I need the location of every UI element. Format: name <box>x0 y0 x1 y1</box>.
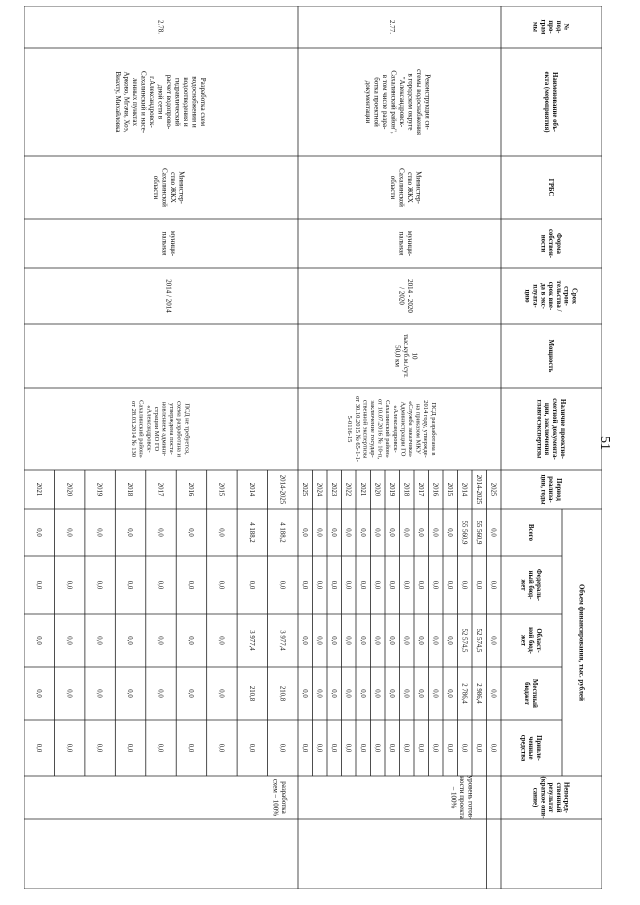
item-278-row-local: 0,0 <box>156 689 164 698</box>
item-277-row-extra: 0,0 <box>416 743 424 753</box>
item-277-row-period: 2019 <box>387 482 395 497</box>
prev-row-local: 0,0 <box>489 689 497 698</box>
item-277-row-period: 2022 <box>344 482 352 497</box>
item-277-row-total: 0,0 <box>373 528 381 537</box>
header-total: Всего <box>527 524 535 541</box>
item-277-row-total: 0,0 <box>300 528 308 537</box>
item-277-row-total: 0,0 <box>402 528 410 537</box>
item-277-capacity: 10тыс.куб.м./сут.50,0 км <box>393 334 419 378</box>
item-277-row-total: 55 560,9 <box>474 520 482 545</box>
item-277-row-period: 2024 <box>315 482 323 497</box>
item-278-term: 2014 / 2014 <box>164 279 173 313</box>
item-278-row-period: 2014-2025 <box>278 474 286 505</box>
item-277-row-extra: 0,0 <box>329 743 337 753</box>
item-278-row-extra: 0,0 <box>126 743 134 753</box>
item-277-result: уровень готов-ности проекта– 100% <box>449 775 475 820</box>
item-277-row-regional: 52 574,5 <box>460 628 468 653</box>
item-278-row-federal: 0,0 <box>217 580 225 590</box>
header-regional: Област-ной бюд-жет <box>519 627 542 654</box>
item-278-row-federal: 0,0 <box>187 580 195 590</box>
prev-row-regional: 0,0 <box>489 636 497 645</box>
item-277-row-extra: 0,0 <box>387 743 395 753</box>
item-278-row-federal: 0,0 <box>156 580 164 590</box>
item-277-row-total: 0,0 <box>387 528 395 537</box>
item-277-row-federal: 0,0 <box>344 580 352 590</box>
item-277-row-total: 0,0 <box>358 528 366 537</box>
item-278-ownership: муници-пальная <box>160 230 177 257</box>
item-277-row-period: 2016 <box>431 482 439 497</box>
item-277-row-local: 0,0 <box>402 689 410 698</box>
item-278-row-federal: 0,0 <box>95 580 103 590</box>
item-277-row-extra: 0,0 <box>300 743 308 753</box>
item-278-row-total: 0,0 <box>95 528 103 537</box>
item-278-row-local: 0,0 <box>187 689 195 698</box>
item-277-row-local: 0,0 <box>315 689 323 698</box>
item-277-row-regional: 0,0 <box>300 636 308 645</box>
item-277-row-period: 2018 <box>402 482 410 497</box>
item-277-row-local: 0,0 <box>416 689 424 698</box>
item-277-row-period: 2023 <box>329 482 337 497</box>
item-277-row-federal: 0,0 <box>431 580 439 590</box>
table-body <box>24 6 602 889</box>
item-277-row-regional: 0,0 <box>445 636 453 645</box>
item-278-row-local: 0,0 <box>217 689 225 698</box>
item-277-row-period: 2015 <box>445 482 453 497</box>
page-number: 51 <box>597 436 612 450</box>
item-277-row-regional: 0,0 <box>402 636 410 645</box>
program-table-rotated <box>24 6 602 889</box>
item-277-row-regional: 0,0 <box>373 636 381 645</box>
item-277-row-total: 0,0 <box>315 528 323 537</box>
item-277-row-regional: 0,0 <box>431 636 439 645</box>
item-277-row-period: 2025 <box>300 482 308 497</box>
header-funding-group: Объем финансирования, тыс. рублей <box>577 583 586 702</box>
item-278-row-local: 210,8 <box>278 685 286 702</box>
item-278-row-federal: 0,0 <box>247 580 255 590</box>
item-278-row-extra: 0,0 <box>247 743 255 753</box>
item-277-row-local: 0,0 <box>358 689 366 698</box>
item-277-row-federal: 0,0 <box>300 580 308 590</box>
item-277-row-total: 0,0 <box>329 528 337 537</box>
item-278-row-total: 0,0 <box>217 528 225 537</box>
item-277-row-local: 0,0 <box>445 689 453 698</box>
item-277-row-regional: 0,0 <box>358 636 366 645</box>
item-278-row-regional: 0,0 <box>34 636 42 645</box>
item-278-row-extra: 0,0 <box>217 743 225 753</box>
item-278-row-regional: 0,0 <box>217 636 225 645</box>
item-277-row-total: 55 560,9 <box>460 520 468 545</box>
item-277-row-federal: 0,0 <box>460 580 468 590</box>
item-278-row-total: 4 188,2 <box>247 522 255 543</box>
item-277-row-total: 0,0 <box>416 528 424 537</box>
header-ownership: Формасобствен-ности <box>539 228 562 259</box>
prev-row-federal: 0,0 <box>489 580 497 590</box>
item-277-row-federal: 0,0 <box>315 580 323 590</box>
item-278-row-regional: 3 977,4 <box>247 630 255 651</box>
item-278-row-extra: 0,0 <box>34 743 42 753</box>
item-277-row-extra: 0,0 <box>474 743 482 753</box>
header-num: №под-про-граммы <box>531 19 570 35</box>
item-278-row-total: 0,0 <box>34 528 42 537</box>
prev-row-total: 0,0 <box>489 528 497 537</box>
item-278-row-extra: 0,0 <box>65 743 73 753</box>
header-term: Срокстрои-тельства /срок вве-да в экс-плуата-цию <box>523 280 578 312</box>
item-278-row-federal: 0,0 <box>126 580 134 590</box>
item-278-row-local: 210,8 <box>247 685 255 702</box>
item-277-row-extra: 0,0 <box>431 743 439 753</box>
header-name: Наименование объ-екта (мероприятия) <box>543 71 559 133</box>
item-277-row-total: 0,0 <box>431 528 439 537</box>
item-278-row-regional: 0,0 <box>187 636 195 645</box>
item-278-row-period: 2021 <box>34 482 42 497</box>
header-federal: Федераль-ный бюд-жет <box>519 568 542 602</box>
item-277-row-period: 2021 <box>358 482 366 497</box>
item-277-grbs: Министер-ство ЖКХСахалинскойобласти <box>389 168 423 207</box>
item-277-row-federal: 0,0 <box>329 580 337 590</box>
item-278-row-period: 2015 <box>217 482 225 497</box>
item-277-term: 2014 - 2020/ 2020 <box>397 279 415 313</box>
item-278-docs: ПСД не требуется,схема разработана иутверждена поста-новлением админи-страции МО ГО«Александровск-Сахалинский район»от 28.03.2014 № 130 <box>130 400 191 458</box>
item-277-row-federal: 0,0 <box>416 580 424 590</box>
item-277-row-local: 0,0 <box>300 689 308 698</box>
item-277-row-period: 2014 <box>460 482 468 497</box>
item-277-row-period: 2017 <box>416 482 424 497</box>
item-278-row-period: 2019 <box>95 482 103 497</box>
item-278-grbs: Министер-ство ЖКХСахалинскойобласти <box>151 168 186 207</box>
item-277-row-regional: 0,0 <box>315 636 323 645</box>
item-277-row-local: 2 986,4 <box>474 683 482 704</box>
item-278-row-local: 0,0 <box>34 689 42 698</box>
item-277-row-local: 0,0 <box>387 689 395 698</box>
item-277-docs: ПСД разработана в2014 году, утвержде-на приказом МКУ«Служба заказчика»Администрации ГО«Александровск-Сахалинский район»от 10.07.2016 № 10-п,заключение государ-ственной экспертизыот 30.10.2015 № 65-1-1-5-0116-15 <box>346 396 437 462</box>
item-278-row-total: 0,0 <box>65 528 73 537</box>
item-278-row-federal: 0,0 <box>34 580 42 590</box>
item-277-ownership: муници-пальная <box>397 230 415 257</box>
prev-row-extra: 0,0 <box>489 743 497 753</box>
item-278-row-total: 4 188,2 <box>278 522 286 543</box>
header-capacity: Мощность <box>547 339 555 373</box>
item-277-row-extra: 0,0 <box>358 743 366 753</box>
item-277-row-regional: 0,0 <box>329 636 337 645</box>
item-277-row-federal: 0,0 <box>445 580 453 590</box>
item-278-row-local: 0,0 <box>95 689 103 698</box>
header-result: Непосред-ственныйрезультат(краткое опи-сание) <box>531 776 570 819</box>
item-277-row-extra: 0,0 <box>445 743 453 753</box>
item-278-number: 2.78. <box>156 20 165 34</box>
item-277-row-extra: 0,0 <box>460 743 468 753</box>
item-277-row-total: 0,0 <box>445 528 453 537</box>
header-docs: Наличие проектно-сметной документа-ции, заключенияглавгосэкспертизы <box>535 398 566 460</box>
item-277-row-extra: 0,0 <box>373 743 381 753</box>
item-278-row-extra: 0,0 <box>156 743 164 753</box>
item-277-row-regional: 0,0 <box>344 636 352 645</box>
item-278-row-local: 0,0 <box>65 689 73 698</box>
item-278-row-local: 0,0 <box>126 689 134 698</box>
item-277-row-federal: 0,0 <box>358 580 366 590</box>
item-278-row-regional: 0,0 <box>156 636 164 645</box>
item-278-row-extra: 0,0 <box>95 743 103 753</box>
item-278-row-regional: 0,0 <box>126 636 134 645</box>
item-277-row-federal: 0,0 <box>373 580 381 590</box>
funding-table <box>24 6 602 889</box>
item-278-name: Разработка схемводоснабжения иводоотведения игидравлическийрасчет водопрово-дной сети вг.Александровск-Сахалинский и насе-ленных пунктахАрково, Мгачи, Хоэ,Виахту, Михайловка <box>114 70 208 134</box>
item-278-row-extra: 0,0 <box>278 743 286 753</box>
item-277-row-local: 0,0 <box>373 689 381 698</box>
item-277-name: Реконструкция си-стемы водоснабженияв городском округе"Александровск-Сахалинский район",в том числе разра-ботка проектнойдокументации <box>364 69 432 135</box>
item-277-row-extra: 0,0 <box>402 743 410 753</box>
item-277-row-federal: 0,0 <box>387 580 395 590</box>
item-278-row-extra: 0,0 <box>187 743 195 753</box>
item-277-row-regional: 0,0 <box>387 636 395 645</box>
item-278-row-regional: 0,0 <box>65 636 73 645</box>
item-277-row-local: 2 786,4 <box>460 683 468 704</box>
item-278-row-period: 2017 <box>156 482 164 497</box>
item-278-row-federal: 0,0 <box>65 580 73 590</box>
item-278-row-period: 2014 <box>247 482 255 497</box>
item-277-row-extra: 0,0 <box>344 743 352 753</box>
item-278-result: разработкасхем – 100% <box>271 778 288 817</box>
item-277-row-federal: 0,0 <box>474 580 482 590</box>
header-local: Местныйбюджет <box>523 679 539 708</box>
prev-row-period: 2025 <box>489 482 497 497</box>
item-277-row-period: 2014-2025 <box>474 474 482 505</box>
header-grbs: ГРБС <box>547 178 555 197</box>
item-278-row-regional: 0,0 <box>95 636 103 645</box>
item-277-row-federal: 0,0 <box>402 580 410 590</box>
item-277-row-regional: 52 574,5 <box>474 628 482 653</box>
item-277-row-local: 0,0 <box>344 689 352 698</box>
item-277-row-period: 2020 <box>373 482 381 497</box>
header-period: Периодреализа-ции, годы <box>539 474 562 505</box>
item-277-row-regional: 0,0 <box>416 636 424 645</box>
header-extra: Привле-ченныесредства <box>519 734 542 762</box>
item-278-row-total: 0,0 <box>126 528 134 537</box>
item-277-row-total: 0,0 <box>344 528 352 537</box>
item-278-row-period: 2016 <box>187 482 195 497</box>
item-277-number: 2.77. <box>387 20 396 34</box>
item-278-row-total: 0,0 <box>156 528 164 537</box>
item-278-row-period: 2018 <box>126 482 134 497</box>
item-277-row-local: 0,0 <box>431 689 439 698</box>
item-278-row-period: 2020 <box>65 482 73 497</box>
item-277-row-local: 0,0 <box>329 689 337 698</box>
item-278-row-federal: 0,0 <box>278 580 286 590</box>
item-278-row-total: 0,0 <box>187 528 195 537</box>
item-278-row-regional: 3 977,4 <box>278 630 286 651</box>
item-277-row-extra: 0,0 <box>315 743 323 753</box>
